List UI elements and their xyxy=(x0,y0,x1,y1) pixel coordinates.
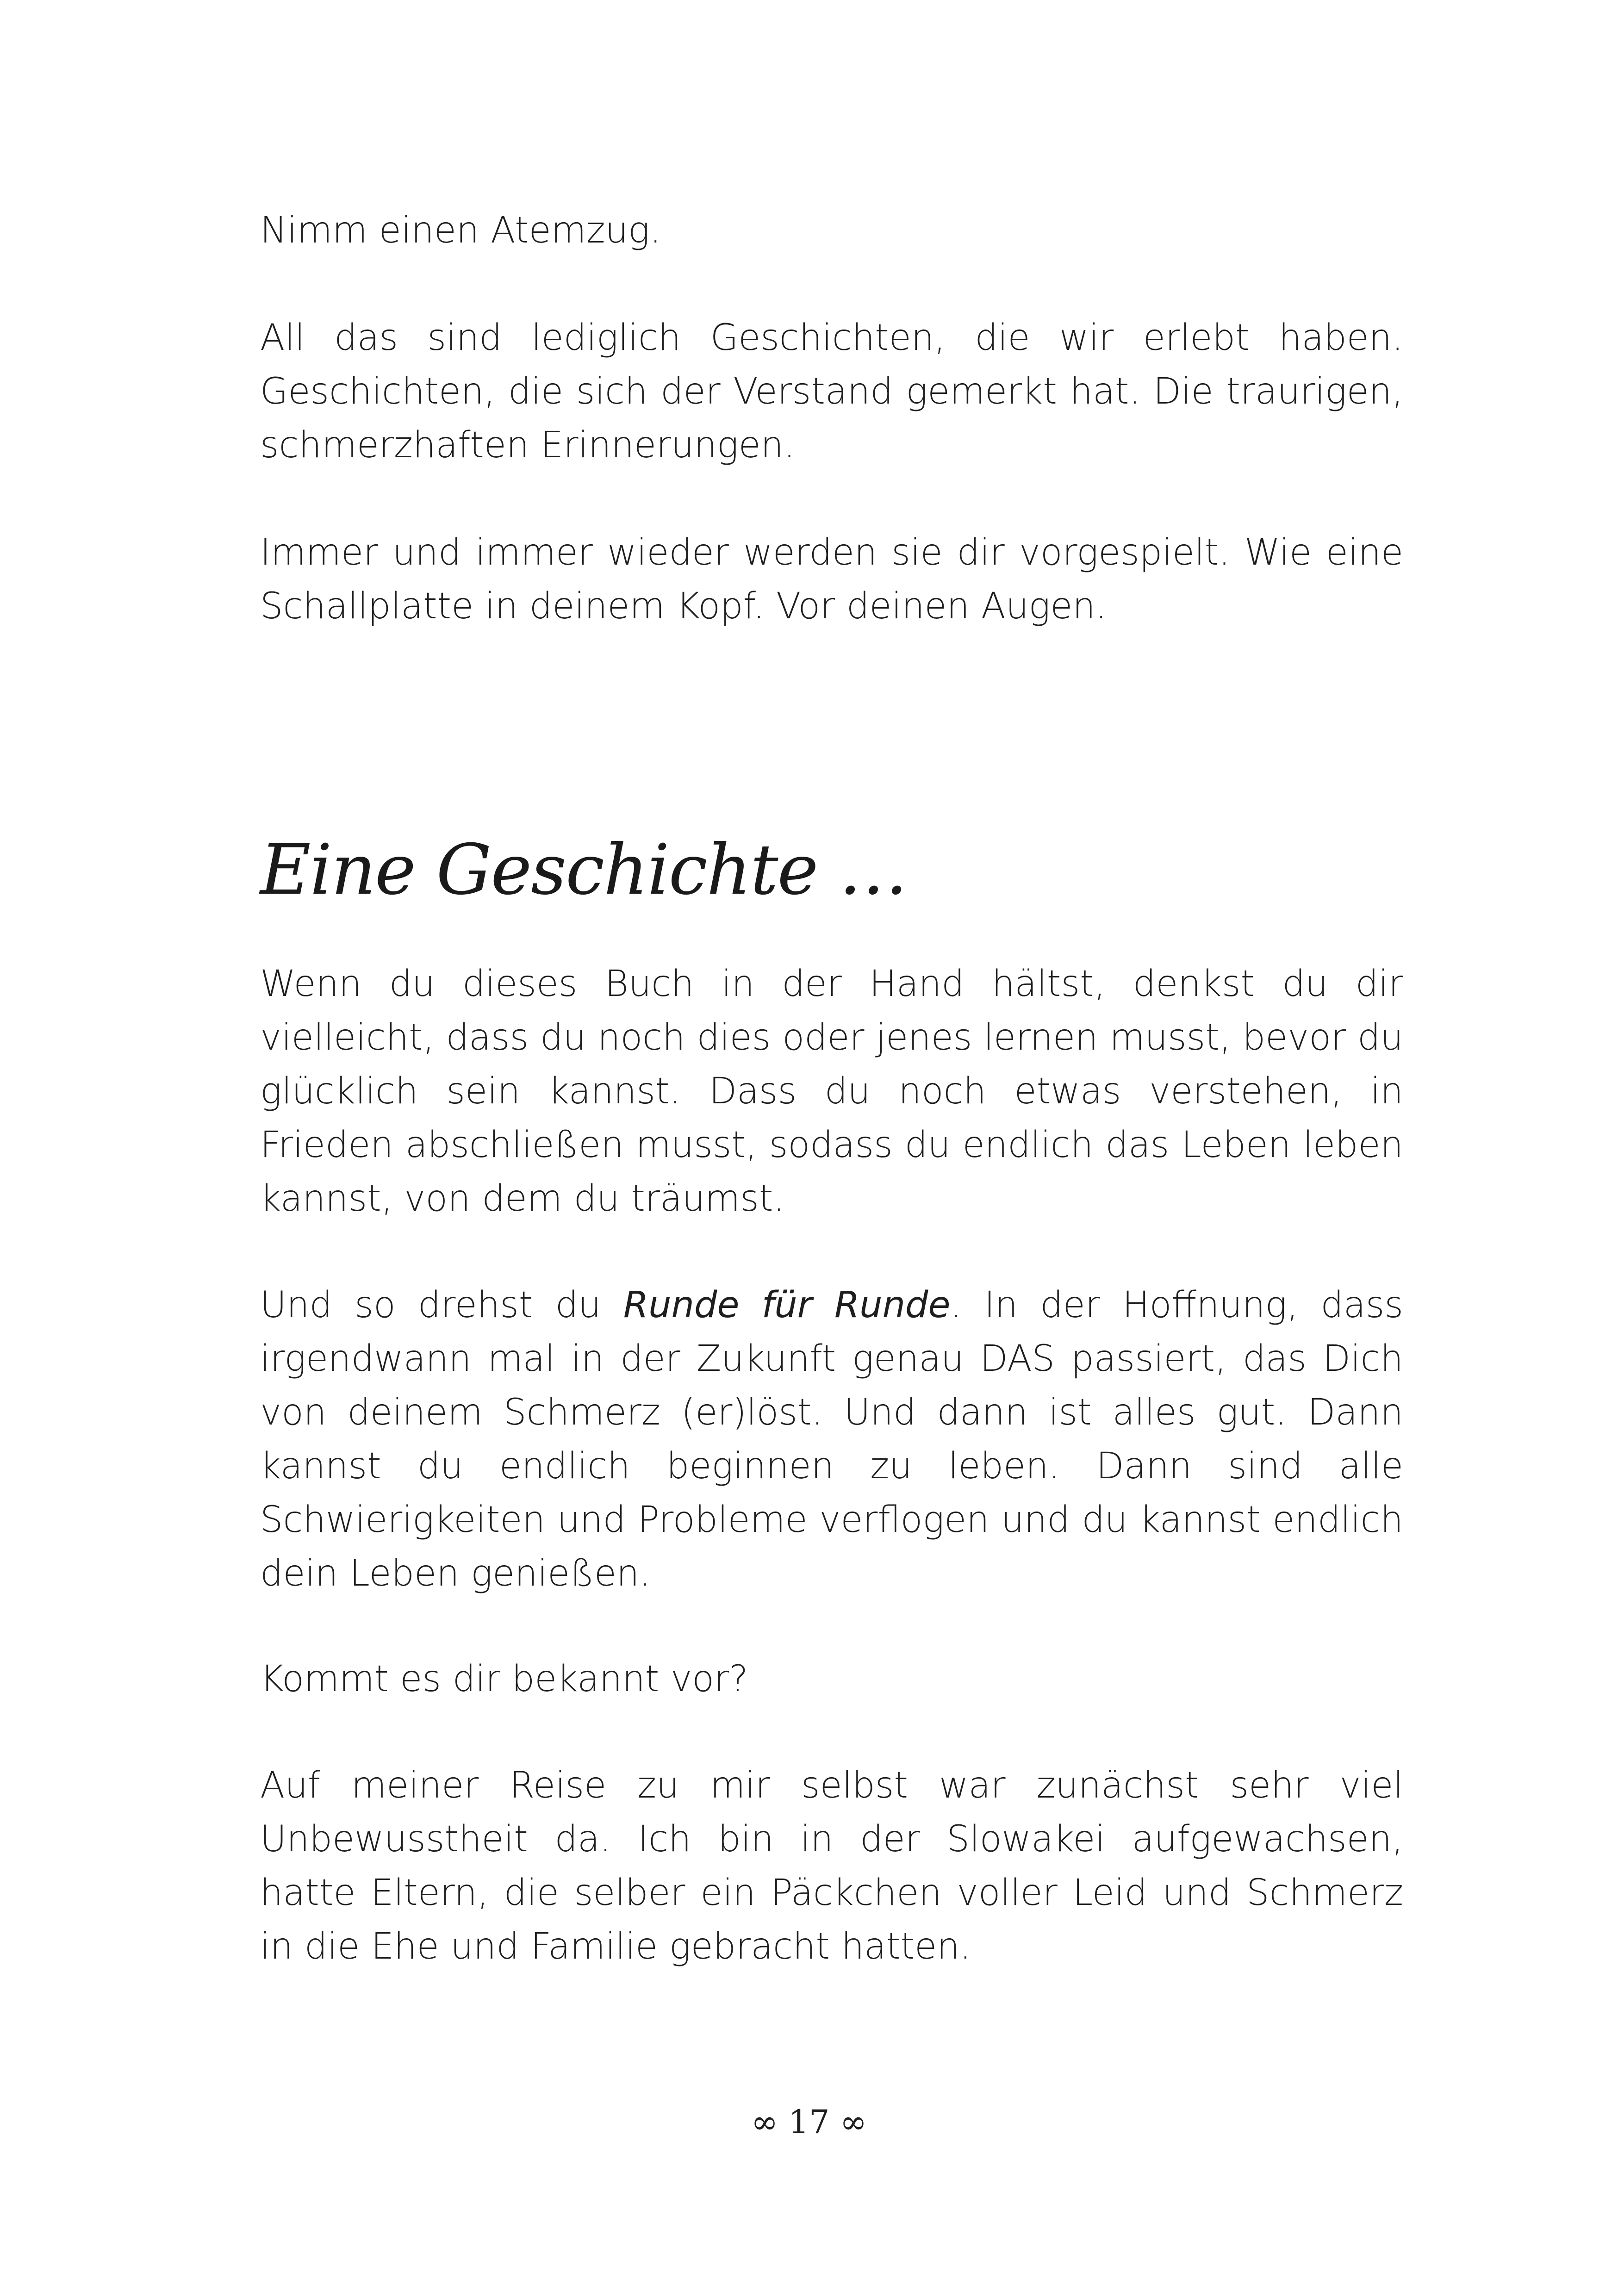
paragraph-journey: Auf meiner Reise zu mir selbst war zunächst sehr viel Unbewusstheit da. Ich bin in der Slowakei aufgewachsen, hatte Eltern, die selber ein Päckchen voller Leid und Schmerz in die Ehe und Familie gebracht hatten. xyxy=(260,1765,1403,1967)
paragraph-book-in-hand: Wenn du dieses Buch in der Hand hältst, denkst du dir vielleicht, dass du noch dies oder jenes lernen musst, bevor du glücklich sein kannst. Dass du noch etwas verstehen, in Frieden abschließen musst, sodass du endlich das Leben leben kannst, von dem du träumst. xyxy=(260,963,1403,1220)
paragraph-stories: All das sind lediglich Geschichten, die wir erlebt haben. Geschichten, die sich der Verstand gemerkt hat. Die traurigen, schmerzhaften Erinnerungen. xyxy=(260,317,1403,466)
paragraph-record: Immer und immer wieder werden sie dir vorgespielt. Wie eine Schallplatte in deinem Kopf. Vor deinen Augen. xyxy=(260,532,1403,627)
section-heading: Eine Geschichte … xyxy=(260,830,908,910)
paragraph-familiar: Kommt es dir bekannt vor? xyxy=(260,1658,748,1700)
paragraph-round-text-start: Und so drehst du xyxy=(260,1284,623,1326)
paragraph-breath: Nimm einen Atemzug. xyxy=(260,210,661,251)
paragraph-round-text-end: . In der Hoffnung, dass irgendwann mal in der Zukunft genau DAS passiert, das Dich von deinem Schmerz (er)löst. Und dann ist alles gut. Dann kannst du endlich beginnen zu leben. Dann sind alle Schwierigkeiten und Probleme verflogen und du kannst endlich dein Leben genießen. xyxy=(260,1284,1403,1594)
paragraph-round-by-round xyxy=(260,1278,1403,1600)
page-number: ∞ 17 ∞ xyxy=(751,2103,867,2141)
paragraph-round-italic: Runde für Runde xyxy=(623,1284,951,1326)
